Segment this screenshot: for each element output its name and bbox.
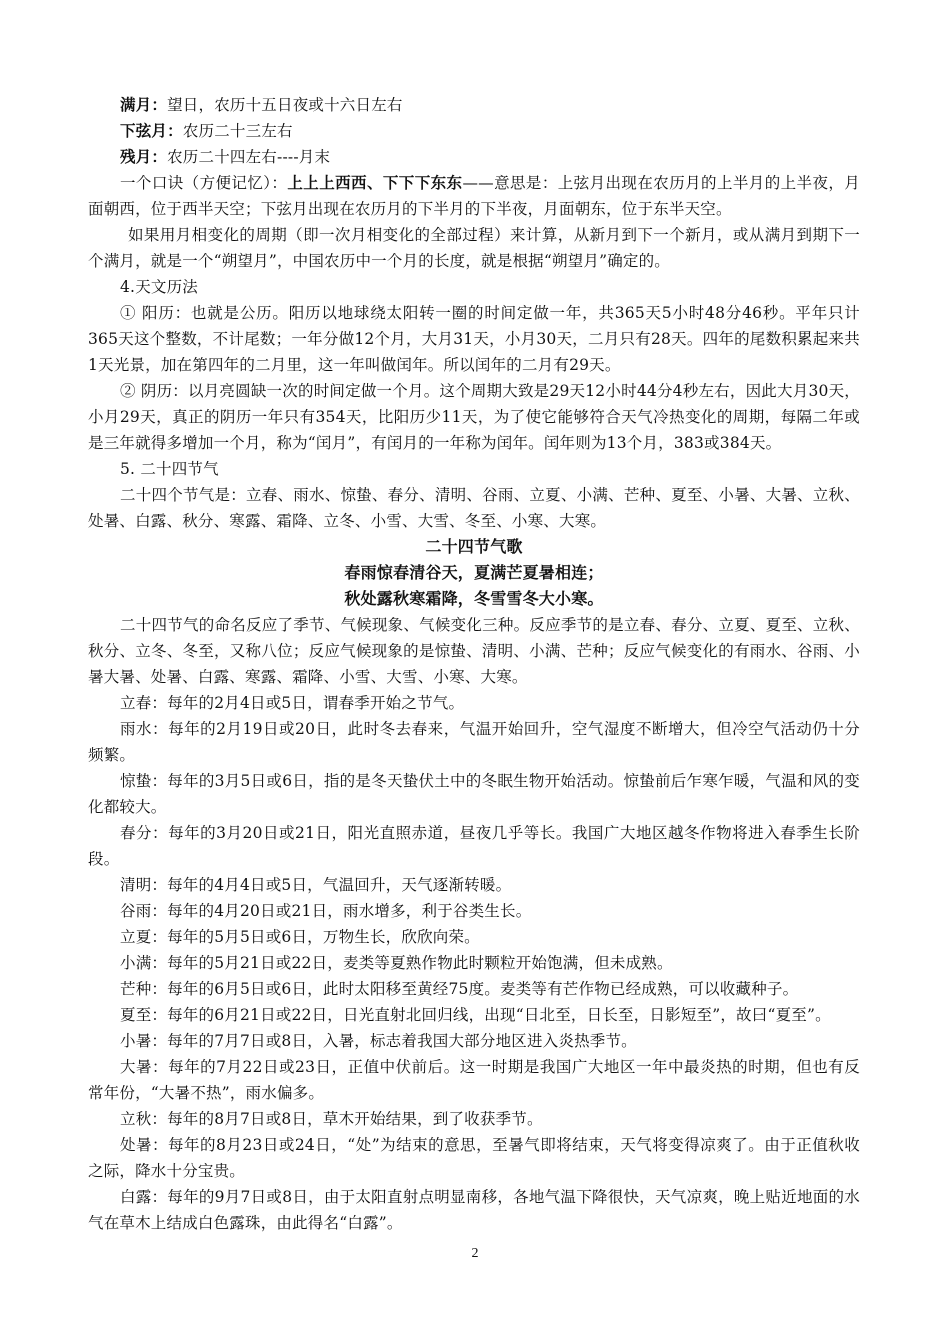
waning-moon-label: 残月： (120, 147, 168, 166)
synodic-month-paragraph: 如果用月相变化的周期（即一次月相变化的全部过程）来计算，从新月到下一个新月，或从满月到期下一个满月，就是一个“朔望月”，中国农历中一个月的长度，就是根据“朔望月”确定的。 (88, 226, 860, 270)
term-item: 处暑：每年的8月23日或24日，“处”为结束的意思，至暑气即将结束，天气将变得凉爽了。由于正值秋收之际，降水十分宝贵。 (88, 1136, 860, 1180)
calendar-heading: 4.天文历法 (120, 278, 198, 296)
waning-moon-line (88, 144, 860, 170)
page-number: 2 (471, 1246, 479, 1261)
term-item: 清明：每年的4月4日或5日，气温回升，天气逐渐转暖。 (120, 876, 512, 894)
solar-calendar-paragraph: ① 阳历：也就是公历。阳历以地球绕太阳转一圈的时间定做一年，共365天5小时48分46秒。平年只计365天这个整数，不计尾数；一年分做12个月，大月31天，小月30天，二月只有28天。四年的尾数积累起来共1天光景，加在第四年的二月里，这一年叫做闰年。所以闰年的二月有29天。 (88, 304, 860, 374)
term-item: 立夏：每年的5月5日或6日，万物生长，欣欣向荣。 (120, 928, 480, 946)
mnemonic-phrase: 上上上西西、下下下东东 (287, 173, 463, 192)
term-item: 立春：每年的2月4日或5日，谓春季开始之节气。 (120, 694, 465, 712)
term-item: 谷雨：每年的4月20日或21日，雨水增多，利于谷类生长。 (120, 902, 532, 920)
term-item: 惊蛰：每年的3月5日或6日，指的是冬天蛰伏土中的冬眠生物开始活动。惊蛰前后乍寒乍暖，气温和风的变化都较大。 (88, 772, 860, 816)
term-item: 春分：每年的3月20日或21日，阳光直照赤道，昼夜几乎等长。我国广大地区越冬作物将进入春季生长阶段。 (88, 824, 860, 868)
term-item: 立秋：每年的8月7日或8日，草木开始结果，到了收获季节。 (120, 1110, 543, 1128)
waning-moon-text: 农历二十四左右----月末 (167, 148, 331, 166)
mnemonic-paragraph (88, 170, 860, 222)
term-item: 大暑：每年的7月22日或23日，正值中伏前后。这一时期是我国广大地区一年中最炎热的时期，但也有反常年份，“大暑不热”，雨水偏多。 (88, 1058, 860, 1102)
term-item: 夏至：每年的6月21日或22日，日光直射北回归线，出现“日北至，日长至，日影短至”，故曰“夏至”。 (120, 1006, 831, 1024)
last-quarter-text: 农历二十三左右 (182, 122, 293, 140)
song-line-2: 秋处露秋寒霜降，冬雪雪冬大小寒。 (344, 589, 604, 608)
mnemonic-intro: 一个口诀（方便记忆）： (120, 174, 288, 192)
lunar-calendar-paragraph: ② 阴历：以月亮圆缺一次的时间定做一个月。这个周期大致是29天12小时44分4秒左右，因此大月30天，小月29天，真正的阴历一年只有354天，比阳历少11天，为了使它能够符合天气冷热变化的周期，每隔二年或是三年就得多增加一个月，称为“闰月”，有闰月的一年称为闰年。闰年则为13个月，383或384天。 (88, 382, 860, 452)
solar-terms-list: 二十四个节气是：立春、雨水、惊蛰、春分、清明、谷雨、立夏、小满、芒种、夏至、小暑、大暑、立秋、处暑、白露、秋分、寒露、霜降、立冬、小雪、大雪、冬至、小寒、大寒。 (88, 486, 860, 530)
term-item: 小暑：每年的7月7日或8日，入暑，标志着我国大部分地区进入炎热季节。 (120, 1032, 637, 1050)
full-moon-text: 望日，农历十五日夜或十六日左右 (167, 96, 403, 114)
mnemonic-explanation: ——意思是：上弦月出现在农历月的上半月的上半夜，月面朝西，位于西半天空；下弦月出现在农历月的下半月的下半夜，月面朝东，位于东半天空。 (88, 174, 860, 218)
full-moon-label: 满月： (120, 95, 168, 114)
song-line-1: 春雨惊春清谷天，夏满芒夏暑相连； (344, 563, 604, 582)
last-quarter-line (88, 118, 860, 144)
song-title: 二十四节气歌 (425, 537, 523, 556)
term-item: 小满：每年的5月21日或22日，麦类等夏熟作物此时颗粒开始饱满，但未成熟。 (120, 954, 673, 972)
last-quarter-label: 下弦月： (120, 121, 183, 140)
term-item: 雨水：每年的2月19日或20日，此时冬去春来，气温开始回升，空气湿度不断增大，但冷空气活动仍十分频繁。 (88, 720, 860, 764)
term-item: 芒种：每年的6月5日或6日，此时太阳移至黄经75度。麦类等有芒作物已经成熟，可以收藏种子。 (120, 980, 799, 998)
full-moon-line (88, 92, 860, 118)
solar-terms-heading: 5. 二十四节气 (120, 460, 219, 478)
term-item: 白露：每年的9月7日或8日，由于太阳直射点明显南移，各地气温下降很快，天气凉爽，晚上贴近地面的水气在草木上结成白色露珠，由此得名“白露”。 (88, 1188, 860, 1232)
naming-paragraph: 二十四节气的命名反应了季节、气候现象、气候变化三种。反应季节的是立春、春分、立夏、夏至、立秋、秋分、立冬、冬至，又称八位；反应气候现象的是惊蛰、清明、小满、芒种；反应气候变化的有雨水、谷雨、小暑大暑、处暑、白露、寒露、霜降、小雪、大雪、小寒、大寒。 (88, 616, 860, 686)
page-body (88, 92, 860, 1236)
